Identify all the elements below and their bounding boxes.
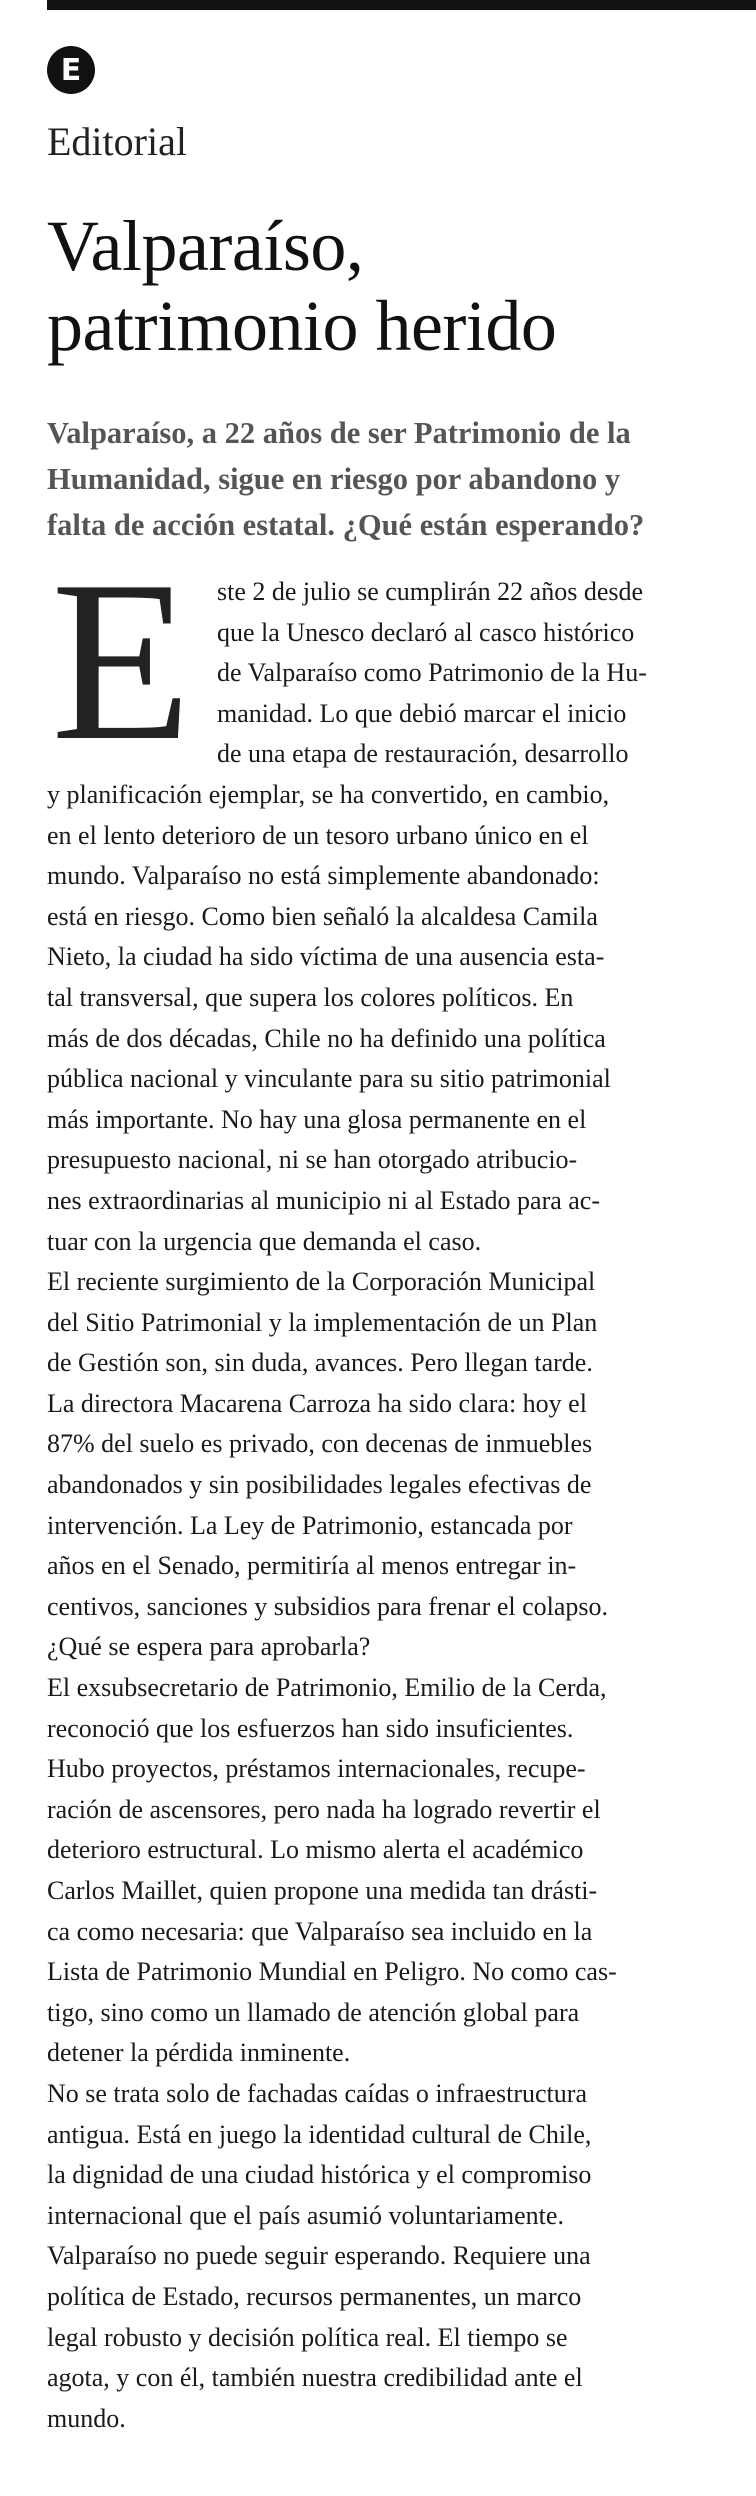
subtitle-line: Valparaíso, a 22 años de ser Patrimonio de la [47,416,631,450]
article-title [47,206,556,366]
body-line: deterioro estructural. Lo mismo alerta el académico [47,1835,584,1865]
body-line: Lista de Patrimonio Mundial en Peligro. No como cas- [47,1957,617,1987]
section-label: Editorial [47,119,187,164]
body-line: tal transversal, que supera los colores políticos. En [47,982,574,1012]
body-line: No se trata solo de fachadas caídas o infraestructura [47,2078,587,2108]
body-line: está en riesgo. Como bien señaló la alcaldesa Camila [47,901,598,931]
body-line: reconoció que los esfuerzos han sido insuficientes. [47,1713,574,1743]
body-line: ca como necesaria: que Valparaíso sea incluido en la [47,1916,593,1946]
body-line: intervención. La Ley de Patrimonio, estancada por [47,1510,573,1540]
body-line: ¿Qué se espera para aprobarla? [47,1632,371,1662]
article-body [47,533,753,2439]
top-rule [47,0,756,10]
body-line: Hubo proyectos, préstamos internacionales, recupe- [47,1754,586,1784]
body-line: años en el Senado, permitiría al menos entregar in- [47,1551,577,1581]
body-line: El exsubsecretario de Patrimonio, Emilio de la Cerda, [47,1673,607,1703]
body-line: tigo, sino como un llamado de atención global para [47,1997,580,2027]
body-line: centivos, sanciones y subsidios para frenar el colapso. [47,1591,609,1621]
body-line: antigua. Está en juego la identidad cultural de Chile, [47,2119,592,2149]
body-line: abandonados y sin posibilidades legales efectivas de [47,1470,592,1500]
body-line: nes extraordinarias al municipio ni al Estado para ac- [47,1185,601,1215]
body-line: política de Estado, recursos permanentes, un marco [47,2281,582,2311]
body-line: Carlos Maillet, quien propone una medida tan drásti- [47,1876,598,1905]
body-line: internacional que el país asumió voluntariamente. [47,2200,564,2230]
subtitle-line: Humanidad, sigue en riesgo por abandono y [47,462,621,496]
body-line: agota, y con él, también nuestra credibilidad ante el [47,2363,583,2393]
body-line: tuar con la urgencia que demanda el caso. [47,1226,482,1256]
body-line: más importante. No hay una glosa permanente en el [47,1104,587,1134]
body-line: y planificación ejemplar, se ha convertido, en cambio, [47,779,610,809]
body-line: que la Unesco declaró al casco histórico [217,617,635,647]
body-line: en el lento deterioro de un tesoro urbano único en el [47,820,589,850]
body-line: manidad. Lo que debió marcar el inicio [217,698,627,728]
drop-cap: E [51,533,192,788]
subtitle-line: falta de acción estatal. ¿Qué están esperando? [47,508,645,542]
body-line: El reciente surgimiento de la Corporación Municipal [47,1267,596,1297]
editorial-badge: E [47,46,95,94]
body-line: la dignidad de una ciudad histórica y el compromiso [47,2160,592,2190]
body-line: presupuesto nacional, ni se han otorgado atribucio- [47,1145,578,1175]
body-line: de Valparaíso como Patrimonio de la Hu- [217,658,647,688]
title-line: Valparaíso, [47,206,364,286]
body-line: Valparaíso no puede seguir esperando. Requiere una [47,2241,591,2271]
body-line: mundo. Valparaíso no está simplemente abandonado: [47,861,600,891]
body-line: Nieto, la ciudad ha sido víctima de una ausencia esta- [47,942,605,972]
body-line: 87% del suelo es privado, con decenas de inmuebles [47,1429,593,1459]
body-line: pública nacional y vinculante para su sitio patrimonial [47,1064,611,1094]
body-line: mundo. [47,2403,126,2433]
article-subtitle [47,410,737,548]
body-line: de Gestión son, sin duda, avances. Pero llegan tarde. [47,1348,593,1378]
body-line: de una etapa de restauración, desarrollo [217,739,629,769]
body-line: La directora Macarena Carroza ha sido clara: hoy el [47,1388,587,1418]
title-line: patrimonio herido [47,286,557,366]
body-line: legal robusto y decisión política real. El tiempo se [47,2322,568,2352]
body-line: detener la pérdida inminente. [47,2038,351,2068]
body-line: ste 2 de julio se cumplirán 22 años desde [217,577,644,606]
body-line: más de dos décadas, Chile no ha definido una política [47,1023,606,1053]
body-line: del Sitio Patrimonial y la implementación de un Plan [47,1307,598,1337]
body-line: ración de ascensores, pero nada ha logrado revertir el [47,1794,601,1824]
